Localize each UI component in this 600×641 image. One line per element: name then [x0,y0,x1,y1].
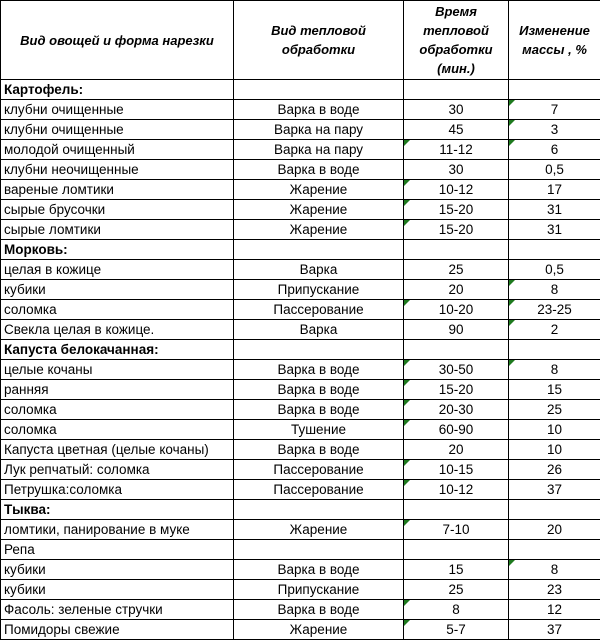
cooking-method: Пассерование [234,480,404,500]
cooking-method [234,240,404,260]
cooking-method: Варка в воде [234,360,404,380]
cooking-method: Припускание [234,280,404,300]
cooking-method: Пассерование [234,460,404,480]
cooking-method: Варка в воде [234,160,404,180]
cooking-time: 15-20 [404,380,509,400]
vegetable-name: соломка [1,420,234,440]
vegetable-name: вареные ломтики [1,180,234,200]
cooking-method: Варка на пару [234,140,404,160]
cooking-method: Варка [234,260,404,280]
header-name: Вид овощей и форма нарезки [1,1,234,80]
cooking-time [404,500,509,520]
mass-change [509,540,600,560]
table-row [1,160,600,180]
cooking-method [234,80,404,100]
table-row [1,260,600,280]
cooking-method: Варка в воде [234,600,404,620]
vegetable-name: клубни неочищенные [1,160,234,180]
cooking-time: 10-12 [404,180,509,200]
table-row [1,540,600,560]
cooking-time: 30 [404,160,509,180]
mass-change [509,80,600,100]
cooking-method: Жарение [234,200,404,220]
cooking-method: Варка в воде [234,440,404,460]
cooking-method [234,340,404,360]
table-row [1,220,600,240]
mass-change: 0,5 [509,260,600,280]
table-row [1,480,600,500]
mass-change: 0,5 [509,160,600,180]
table-row [1,460,600,480]
mass-change: 6 [509,140,600,160]
table-row [1,120,600,140]
table-row [1,200,600,220]
vegetable-name: клубни очищенные [1,100,234,120]
cooking-time: 10-20 [404,300,509,320]
vegetable-name: целая в кожице [1,260,234,280]
mass-change: 31 [509,220,600,240]
table-row [1,380,600,400]
table-row [1,180,600,200]
cooking-time: 45 [404,120,509,140]
cooking-method: Варка [234,320,404,340]
cooking-time: 15-20 [404,200,509,220]
header-time: Время тепловой обработки (мин.) [404,1,509,80]
mass-change: 25 [509,400,600,420]
vegetable-name: Фасоль: зеленые стручки [1,600,234,620]
vegetable-name: молодой очищенный [1,140,234,160]
table-row [1,420,600,440]
vegetable-name: кубики [1,560,234,580]
table-row [1,400,600,420]
cooking-time: 20 [404,440,509,460]
table-row [1,360,600,380]
cooking-time: 15-20 [404,220,509,240]
cooking-time: 20-30 [404,400,509,420]
cooking-time: 10-12 [404,480,509,500]
vegetable-name: Капуста белокачанная: [1,340,234,360]
mass-change: 23 [509,580,600,600]
cooking-method: Тушение [234,420,404,440]
vegetable-name: кубики [1,280,234,300]
vegetable-name: соломка [1,400,234,420]
section-row [1,240,600,260]
section-row [1,340,600,360]
mass-change: 12 [509,600,600,620]
section-row [1,500,600,520]
mass-change: 8 [509,280,600,300]
mass-change [509,340,600,360]
mass-change: 8 [509,560,600,580]
cooking-method: Варка в воде [234,560,404,580]
cooking-method: Жарение [234,520,404,540]
header-change: Изменение массы , % [509,1,600,80]
cooking-method: Жарение [234,180,404,200]
vegetable-name: Свекла целая в кожице. [1,320,234,340]
table-row [1,520,600,540]
table-row [1,320,600,340]
cooking-time: 11-12 [404,140,509,160]
table-row [1,560,600,580]
table-row [1,280,600,300]
cooking-time: 90 [404,320,509,340]
cooking-time: 5-7 [404,620,509,640]
cooking-method: Жарение [234,220,404,240]
cooking-method [234,540,404,560]
vegetable-name: Тыква: [1,500,234,520]
cooking-method: Варка на пару [234,120,404,140]
mass-change: 17 [509,180,600,200]
cooking-time: 60-90 [404,420,509,440]
cooking-time [404,540,509,560]
mass-change: 26 [509,460,600,480]
mass-change: 7 [509,100,600,120]
mass-change: 15 [509,380,600,400]
header-method: Вид тепловой обработки [234,1,404,80]
cooking-method: Варка в воде [234,380,404,400]
mass-change: 20 [509,520,600,540]
mass-change [509,500,600,520]
mass-change: 3 [509,120,600,140]
table-row [1,600,600,620]
vegetable-name: целые кочаны [1,360,234,380]
cooking-time: 20 [404,280,509,300]
vegetable-name: Картофель: [1,80,234,100]
mass-change: 37 [509,480,600,500]
mass-change: 23-25 [509,300,600,320]
vegetable-name: ломтики, панирование в муке [1,520,234,540]
cooking-time: 15 [404,560,509,580]
vegetable-name: соломка [1,300,234,320]
table-row [1,300,600,320]
vegetable-name: Морковь: [1,240,234,260]
cooking-time: 25 [404,260,509,280]
vegetable-name: Лук репчатый: соломка [1,460,234,480]
cooking-method: Жарение [234,620,404,640]
vegetable-name: Петрушка:соломка [1,480,234,500]
mass-change: 10 [509,440,600,460]
table-row [1,100,600,120]
vegetable-name: клубни очищенные [1,120,234,140]
vegetable-name: Капуста цветная (целые кочаны) [1,440,234,460]
mass-change: 31 [509,200,600,220]
mass-change: 2 [509,320,600,340]
section-row [1,80,600,100]
table-row [1,140,600,160]
cooking-method [234,500,404,520]
cooking-time: 8 [404,600,509,620]
header-row [1,1,600,80]
mass-change [509,240,600,260]
cooking-time: 25 [404,580,509,600]
vegetable-name: Помидоры свежие [1,620,234,640]
cooking-time: 10-15 [404,460,509,480]
cooking-method: Варка в воде [234,100,404,120]
table-body [1,80,600,640]
cooking-time [404,240,509,260]
mass-change: 37 [509,620,600,640]
vegetable-name: Репа [1,540,234,560]
cooking-method: Пассерование [234,300,404,320]
table-row [1,440,600,460]
mass-change: 8 [509,360,600,380]
vegetable-name: сырые брусочки [1,200,234,220]
mass-change: 10 [509,420,600,440]
cooking-method: Варка в воде [234,400,404,420]
table-row [1,580,600,600]
cooking-time [404,80,509,100]
cooking-time: 30 [404,100,509,120]
cooking-time: 7-10 [404,520,509,540]
vegetable-name: кубики [1,580,234,600]
cooking-time [404,340,509,360]
table-row [1,620,600,640]
cooking-method: Припускание [234,580,404,600]
cooking-time: 30-50 [404,360,509,380]
vegetable-name: ранняя [1,380,234,400]
vegetable-name: сырые ломтики [1,220,234,240]
